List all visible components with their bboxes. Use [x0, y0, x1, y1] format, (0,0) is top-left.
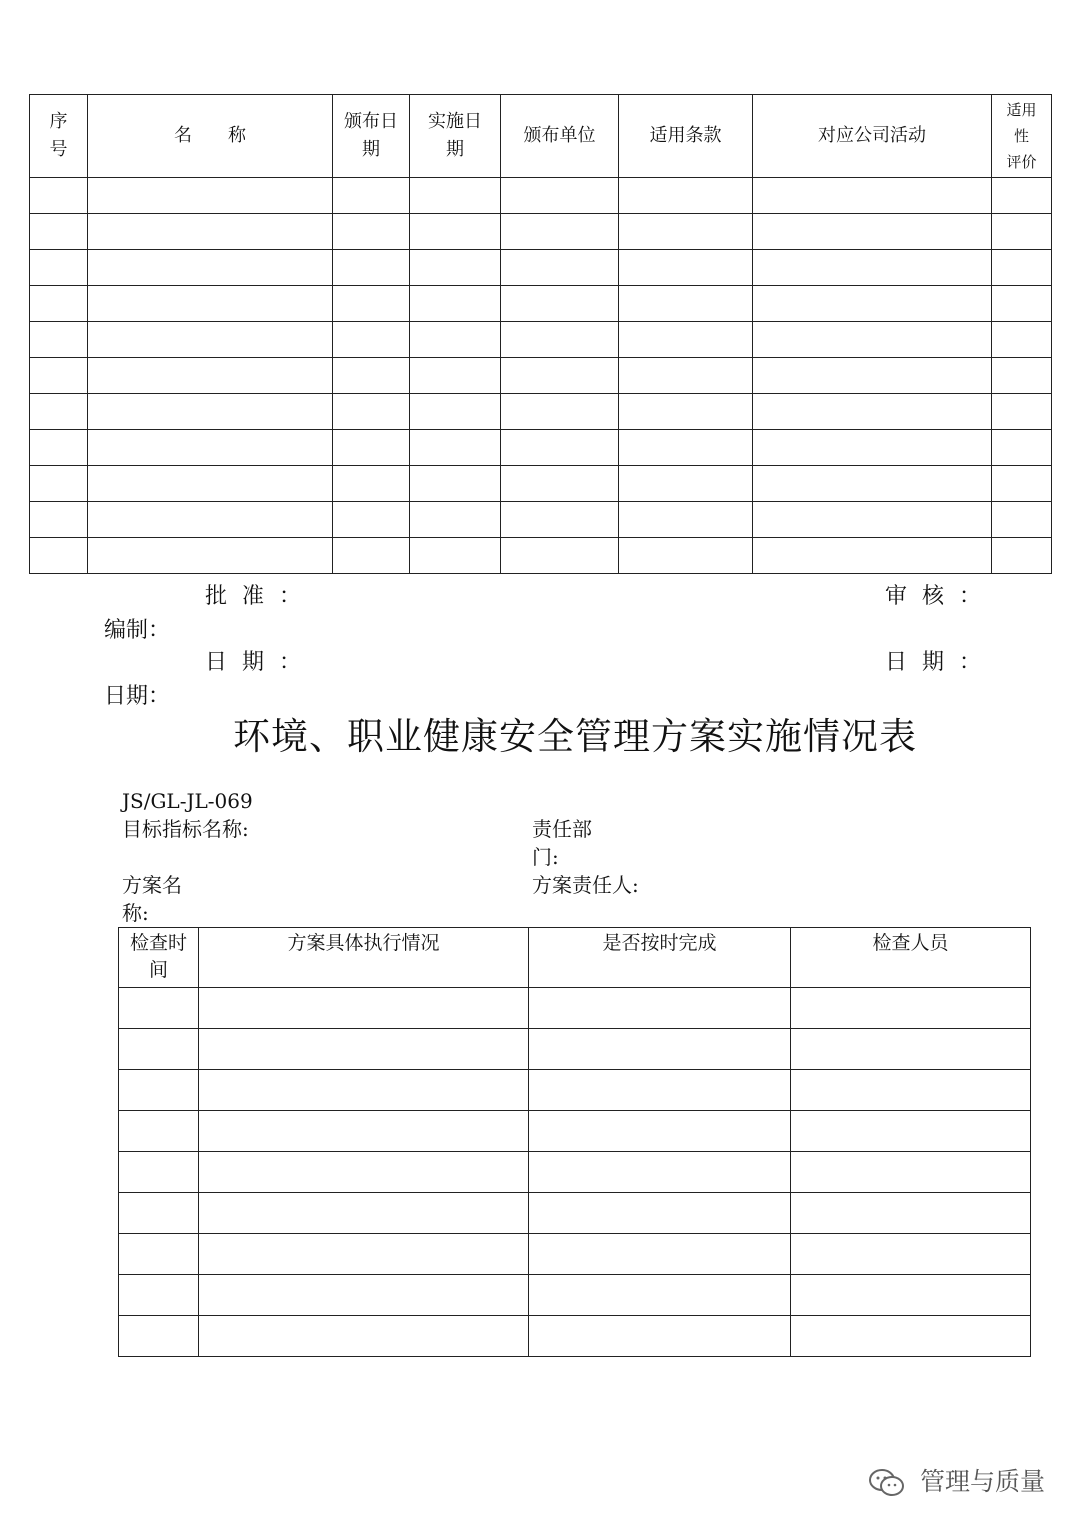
- table-cell[interactable]: [30, 250, 88, 286]
- table-cell[interactable]: [88, 178, 333, 214]
- table-cell[interactable]: [30, 286, 88, 322]
- table-row: [119, 988, 1031, 1029]
- table-row: [119, 1029, 1031, 1070]
- table-cell[interactable]: [119, 988, 199, 1029]
- table-cell[interactable]: [529, 1029, 791, 1070]
- table-cell[interactable]: [992, 538, 1052, 574]
- table-cell[interactable]: [619, 286, 753, 322]
- table-row: [30, 502, 1052, 538]
- table-cell[interactable]: [992, 286, 1052, 322]
- col-header-execution: 方案具体执行情况: [199, 928, 529, 988]
- col-header-name: 名 称: [88, 95, 333, 178]
- table-cell[interactable]: [753, 322, 992, 358]
- table-cell[interactable]: [333, 214, 410, 250]
- table-cell[interactable]: [992, 394, 1052, 430]
- table-cell[interactable]: [501, 538, 619, 574]
- table-cell[interactable]: [619, 358, 753, 394]
- table-row: [30, 358, 1052, 394]
- table-cell[interactable]: [529, 988, 791, 1029]
- table-cell[interactable]: [529, 1193, 791, 1234]
- implementation-table: [118, 927, 1031, 1357]
- table-cell[interactable]: [88, 538, 333, 574]
- table-cell[interactable]: [753, 250, 992, 286]
- table-cell[interactable]: [30, 394, 88, 430]
- table-cell[interactable]: [992, 322, 1052, 358]
- col-header-applicability: 适用 性 评价: [992, 95, 1052, 178]
- table-cell[interactable]: [119, 1275, 199, 1316]
- table-row: [119, 1316, 1031, 1357]
- col-header-clauses: 适用条款: [619, 95, 753, 178]
- table-cell[interactable]: [333, 466, 410, 502]
- table-cell[interactable]: [992, 502, 1052, 538]
- table-cell[interactable]: [753, 466, 992, 502]
- col-header-check-time: 检查时 间: [119, 928, 199, 988]
- table-cell[interactable]: [119, 1070, 199, 1111]
- table-cell[interactable]: [30, 502, 88, 538]
- table-row: [119, 1275, 1031, 1316]
- document-code: JS/GL-JL-069: [122, 789, 253, 813]
- table-header-row: [119, 928, 1031, 988]
- table-cell[interactable]: [529, 1111, 791, 1152]
- table-cell[interactable]: [753, 178, 992, 214]
- table-row: [119, 1193, 1031, 1234]
- watermark-text: 管理与质量: [919, 1467, 1045, 1496]
- table-row: [119, 1070, 1031, 1111]
- table-cell[interactable]: [529, 1070, 791, 1111]
- table-cell[interactable]: [199, 1275, 529, 1316]
- table-cell[interactable]: [88, 430, 333, 466]
- table-cell[interactable]: [791, 1152, 1031, 1193]
- table-cell[interactable]: [791, 1275, 1031, 1316]
- col-header-issuer: 颁布单位: [501, 95, 619, 178]
- table-cell[interactable]: [410, 322, 501, 358]
- date-label-1: 日 期 ：: [205, 650, 305, 675]
- table-cell[interactable]: [501, 394, 619, 430]
- table-cell[interactable]: [410, 502, 501, 538]
- table-cell[interactable]: [791, 1111, 1031, 1152]
- table-cell[interactable]: [30, 214, 88, 250]
- col-header-effective-date: 实施日 期: [410, 95, 501, 178]
- table-row: [30, 322, 1052, 358]
- table-cell[interactable]: [619, 502, 753, 538]
- table-cell[interactable]: [619, 214, 753, 250]
- table-cell[interactable]: [753, 502, 992, 538]
- plan-owner-label: 方案责任人:: [532, 873, 639, 897]
- col-header-index: 序 号: [30, 95, 88, 178]
- table-cell[interactable]: [619, 394, 753, 430]
- table-cell[interactable]: [333, 358, 410, 394]
- page-title: 环境、职业健康安全管理方案实施情况表: [233, 715, 917, 758]
- target-name-label: 目标指标名称:: [122, 817, 249, 841]
- table-cell[interactable]: [88, 466, 333, 502]
- table-cell[interactable]: [791, 1029, 1031, 1070]
- table-row: [30, 538, 1052, 574]
- table-cell[interactable]: [119, 1029, 199, 1070]
- table-cell[interactable]: [992, 178, 1052, 214]
- table-cell[interactable]: [992, 250, 1052, 286]
- table-cell[interactable]: [619, 430, 753, 466]
- table-cell[interactable]: [501, 358, 619, 394]
- table-cell[interactable]: [753, 286, 992, 322]
- table-cell[interactable]: [410, 430, 501, 466]
- approve-label: 批 准 ：: [205, 584, 305, 609]
- table-cell[interactable]: [88, 358, 333, 394]
- table-cell[interactable]: [199, 1029, 529, 1070]
- table-cell[interactable]: [119, 1111, 199, 1152]
- table-cell[interactable]: [501, 502, 619, 538]
- table-cell[interactable]: [501, 178, 619, 214]
- table-cell[interactable]: [88, 394, 333, 430]
- table-row: [30, 178, 1052, 214]
- table-cell[interactable]: [410, 466, 501, 502]
- col-header-issue-date: 颁布日 期: [333, 95, 410, 178]
- table-cell[interactable]: [199, 988, 529, 1029]
- table-cell[interactable]: [333, 430, 410, 466]
- table-cell[interactable]: [501, 466, 619, 502]
- table-cell[interactable]: [333, 178, 410, 214]
- table-cell[interactable]: [30, 322, 88, 358]
- table-cell[interactable]: [791, 988, 1031, 1029]
- prepare-label: 编制：: [104, 618, 171, 643]
- table-cell[interactable]: [501, 286, 619, 322]
- table-cell[interactable]: [333, 286, 410, 322]
- table-cell[interactable]: [410, 214, 501, 250]
- table-cell[interactable]: [753, 214, 992, 250]
- watermark: [868, 1462, 1045, 1498]
- table-cell[interactable]: [199, 1152, 529, 1193]
- table-cell[interactable]: [119, 1152, 199, 1193]
- table-cell[interactable]: [529, 1234, 791, 1275]
- review-label: 审 核 ：: [885, 584, 985, 609]
- table-cell[interactable]: [30, 538, 88, 574]
- plan-name-label: 方案名 称:: [122, 873, 182, 925]
- table-cell[interactable]: [529, 1152, 791, 1193]
- table-cell[interactable]: [199, 1316, 529, 1357]
- table-cell[interactable]: [30, 178, 88, 214]
- date-label-3: 日期：: [104, 684, 171, 709]
- table-cell[interactable]: [199, 1193, 529, 1234]
- table-row: [30, 214, 1052, 250]
- table-cell[interactable]: [119, 1316, 199, 1357]
- table-cell[interactable]: [410, 394, 501, 430]
- table-cell[interactable]: [791, 1316, 1031, 1357]
- table-cell[interactable]: [791, 1234, 1031, 1275]
- table-cell[interactable]: [753, 394, 992, 430]
- table-row: [30, 466, 1052, 502]
- table-cell[interactable]: [410, 358, 501, 394]
- table-cell[interactable]: [199, 1070, 529, 1111]
- table-cell[interactable]: [619, 178, 753, 214]
- table-cell[interactable]: [410, 286, 501, 322]
- table-cell[interactable]: [992, 430, 1052, 466]
- wechat-icon: [868, 1467, 920, 1496]
- col-header-on-time: 是否按时完成: [529, 928, 791, 988]
- regulation-table: [29, 94, 1052, 574]
- table-cell[interactable]: [88, 250, 333, 286]
- table-cell[interactable]: [753, 430, 992, 466]
- table-cell[interactable]: [88, 286, 333, 322]
- table-cell[interactable]: [88, 322, 333, 358]
- table-cell[interactable]: [333, 394, 410, 430]
- table-row: [30, 430, 1052, 466]
- table-cell[interactable]: [88, 214, 333, 250]
- table-row: [30, 250, 1052, 286]
- table-cell[interactable]: [410, 178, 501, 214]
- date-label-2: 日 期 ：: [885, 650, 985, 675]
- table-header-row: [30, 95, 1052, 178]
- table-row: [119, 1234, 1031, 1275]
- table-cell[interactable]: [619, 466, 753, 502]
- table-cell[interactable]: [529, 1275, 791, 1316]
- table-cell[interactable]: [791, 1193, 1031, 1234]
- table-cell[interactable]: [619, 250, 753, 286]
- table-cell[interactable]: [333, 502, 410, 538]
- table-row: [30, 286, 1052, 322]
- table-cell[interactable]: [753, 358, 992, 394]
- table-row: [119, 1152, 1031, 1193]
- table-cell[interactable]: [88, 502, 333, 538]
- table-cell[interactable]: [753, 538, 992, 574]
- table-cell[interactable]: [199, 1111, 529, 1152]
- table-row: [119, 1111, 1031, 1152]
- table-row: [30, 394, 1052, 430]
- table-cell[interactable]: [501, 322, 619, 358]
- col-header-inspector: 检查人员: [791, 928, 1031, 988]
- table-cell[interactable]: [30, 358, 88, 394]
- table-cell[interactable]: [619, 322, 753, 358]
- table-cell[interactable]: [992, 358, 1052, 394]
- table-cell[interactable]: [410, 250, 501, 286]
- table-cell[interactable]: [30, 466, 88, 502]
- table-cell[interactable]: [199, 1234, 529, 1275]
- table-cell[interactable]: [992, 466, 1052, 502]
- table-cell[interactable]: [333, 250, 410, 286]
- table-cell[interactable]: [119, 1193, 199, 1234]
- table-cell[interactable]: [501, 430, 619, 466]
- table-cell[interactable]: [992, 214, 1052, 250]
- table-cell[interactable]: [119, 1234, 199, 1275]
- table-cell[interactable]: [619, 538, 753, 574]
- table-cell[interactable]: [501, 250, 619, 286]
- table-cell[interactable]: [30, 430, 88, 466]
- table-cell[interactable]: [791, 1070, 1031, 1111]
- table-cell[interactable]: [410, 538, 501, 574]
- table-cell[interactable]: [501, 214, 619, 250]
- col-header-company-activity: 对应公司活动: [753, 95, 992, 178]
- table-cell[interactable]: [333, 538, 410, 574]
- table-cell[interactable]: [529, 1316, 791, 1357]
- dept-label: 责任部 门:: [532, 817, 592, 869]
- table-cell[interactable]: [333, 322, 410, 358]
